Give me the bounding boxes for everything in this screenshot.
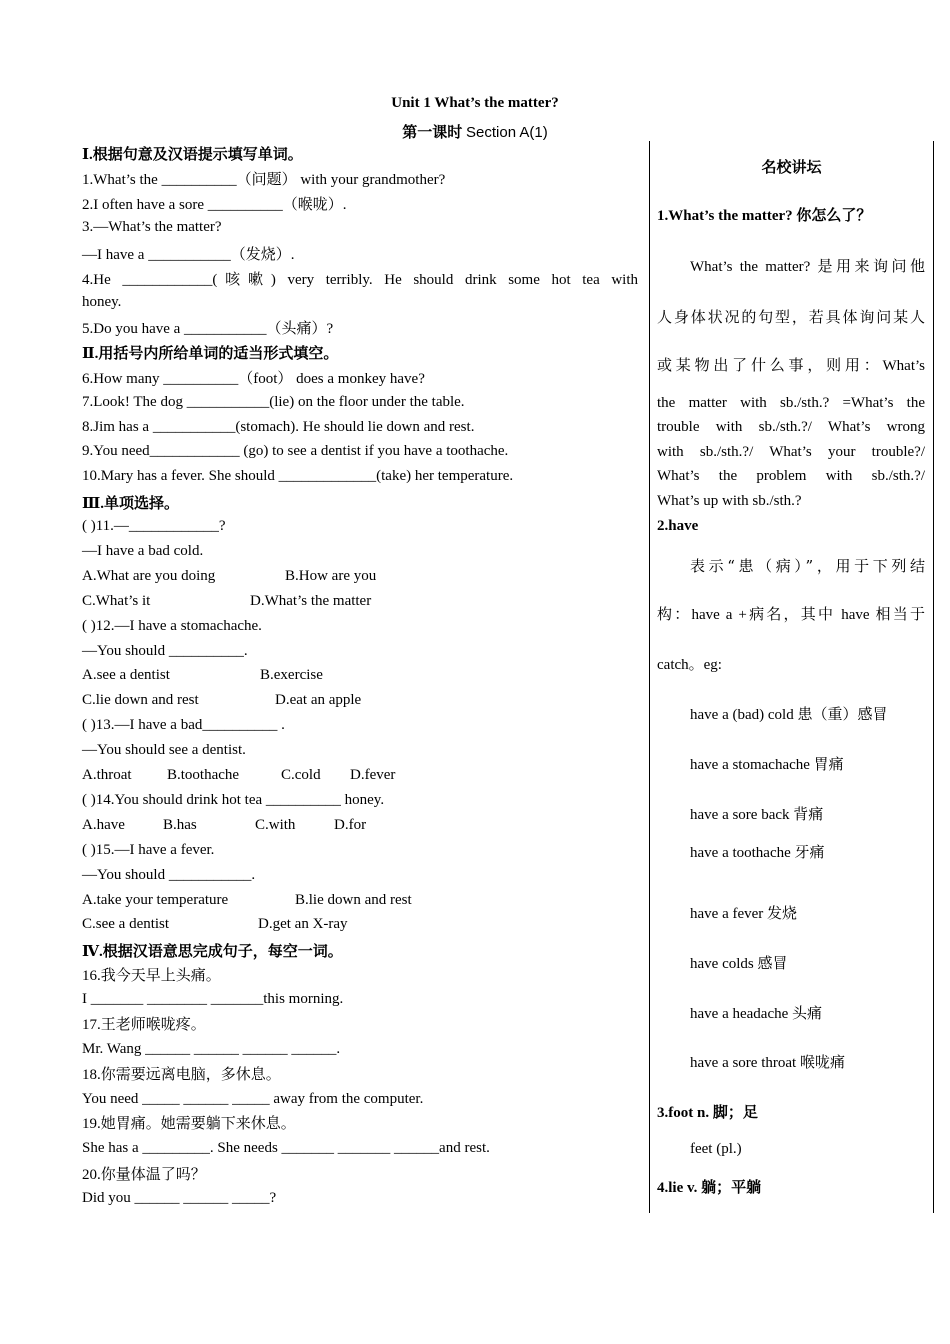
question-16-english: I _______ ________ _______this morning. xyxy=(82,991,344,1007)
question-11-option-a: A.What are you doing xyxy=(82,568,216,584)
note-1-line-3: 或某物出了什么事，则用：What’s xyxy=(657,358,925,374)
question-4-cont: honey. xyxy=(82,294,122,310)
example-3: have a sore back 背痛 xyxy=(690,807,824,823)
example-4: have a toothache 牙痛 xyxy=(690,845,825,861)
question-14-option-b: B.has xyxy=(163,817,197,833)
question-14-option-a: A.have xyxy=(82,817,125,833)
note-2-line-2: 构：have a +病名，其中 have 相当于 xyxy=(657,607,925,623)
note-3-heading: 3.foot n. 脚；足 xyxy=(657,1105,758,1121)
question-20-english: Did you ______ ______ _____? xyxy=(82,1190,277,1206)
note-1-line-4: the matter with sb./sth.? =What’s the xyxy=(657,395,925,411)
question-19-chinese: 19.她胃痛。她需要躺下来休息。 xyxy=(82,1116,296,1132)
column-divider-right xyxy=(933,141,934,1213)
question-11: ( )11.—____________? xyxy=(82,518,226,534)
question-15-option-a: A.take your temperature xyxy=(82,892,229,908)
question-13-option-c: C.cold xyxy=(281,767,321,783)
subtitle-lesson: 第一课时 xyxy=(402,125,463,141)
question-11-option-d: D.What’s the matter xyxy=(250,593,372,609)
note-2-line-3: catch。eg: xyxy=(657,657,722,673)
section-1-heading: Ⅰ.根据句意及汉语提示填写单词。 xyxy=(82,147,303,163)
question-5: 5.Do you have a ___________（头痛）? xyxy=(82,321,334,337)
question-8: 8.Jim has a ___________(stomach). He should lie down and rest. xyxy=(82,419,475,435)
question-18-english: You need _____ ______ _____ away from the computer. xyxy=(82,1091,424,1107)
question-3-prompt: 3.—What’s the matter? xyxy=(82,219,222,235)
question-2: 2.I often have a sore __________（喉咙）. xyxy=(82,197,347,213)
example-8: have a sore throat 喉咙痛 xyxy=(690,1055,845,1071)
question-12-option-b: B.exercise xyxy=(260,667,323,683)
note-4-heading: 4.lie v. 躺；平躺 xyxy=(657,1180,762,1196)
question-15-option-d: D.get an X-ray xyxy=(258,916,348,932)
question-11-option-b: B.How are you xyxy=(285,568,377,584)
question-6: 6.How many __________（foot） does a monkey have? xyxy=(82,371,425,387)
question-14-option-d: D.for xyxy=(334,817,367,833)
note-1-heading: 1.What’s the matter? 你怎么了？ xyxy=(657,208,872,224)
question-13-reply: —You should see a dentist. xyxy=(82,742,246,758)
page-title: Unit 1 What’s the matter? xyxy=(391,95,559,111)
question-13: ( )13.—I have a bad__________ . xyxy=(82,717,285,733)
question-11-reply: —I have a bad cold. xyxy=(82,543,204,559)
note-1-line-8: What’s up with sb./sth.? xyxy=(657,493,802,509)
page-subtitle xyxy=(0,121,950,142)
question-9: 9.You need____________ (go) to see a dentist if you have a toothache. xyxy=(82,443,509,459)
note-1-line-1: What’s the matter? 是用来询问他 xyxy=(690,259,925,275)
section-2-heading: Ⅱ.用括号内所给单词的适当形式填空。 xyxy=(82,346,339,362)
question-13-option-b: B.toothache xyxy=(167,767,240,783)
question-17-chinese: 17.王老师喉咙疼。 xyxy=(82,1017,206,1033)
example-2: have a stomachache 胃痛 xyxy=(690,757,844,773)
section-3-heading: Ⅲ.单项选择。 xyxy=(82,496,180,512)
question-14-option-c: C.with xyxy=(255,817,296,833)
note-1-line-6: with sb./sth.?/ What’s your trouble?/ xyxy=(657,444,925,460)
question-13-option-a: A.throat xyxy=(82,767,132,783)
example-7: have a headache 头痛 xyxy=(690,1006,823,1022)
question-13-option-d: D.fever xyxy=(350,767,396,783)
question-18-chinese: 18.你需要远离电脑，多休息。 xyxy=(82,1067,281,1083)
question-19-english: She has a _________. She needs _______ _______ ______and rest. xyxy=(82,1140,490,1156)
note-2-heading: 2.have xyxy=(657,518,699,534)
question-12-reply: —You should __________. xyxy=(82,643,248,659)
question-1: 1.What’s the __________（问题） with your grandmother? xyxy=(82,172,446,188)
question-15: ( )15.—I have a fever. xyxy=(82,842,215,858)
subtitle-section: Section A(1) xyxy=(466,124,548,141)
notes-heading: 名校讲坛 xyxy=(761,158,822,176)
question-12-option-a: A.see a dentist xyxy=(82,667,170,683)
question-11-option-c: C.What’s it xyxy=(82,593,151,609)
question-17-english: Mr. Wang ______ ______ ______ ______. xyxy=(82,1041,341,1057)
question-15-option-b: B.lie down and rest xyxy=(295,892,412,908)
example-1: have a (bad) cold 患（重）感冒 xyxy=(690,707,888,723)
section-4-heading: Ⅳ.根据汉语意思完成句子，每空一词。 xyxy=(82,944,343,960)
question-7: 7.Look! The dog ___________(lie) on the floor under the table. xyxy=(82,394,465,410)
question-12-option-d: D.eat an apple xyxy=(275,692,362,708)
question-4: 4.He ____________(咳嗽) very terribly. He should drink some hot tea with xyxy=(82,272,638,288)
question-20-chinese: 20.你量体温了吗？ xyxy=(82,1167,206,1183)
question-15-option-c: C.see a dentist xyxy=(82,916,170,932)
note-3-line-1: feet (pl.) xyxy=(690,1141,742,1157)
example-5: have a fever 发烧 xyxy=(690,906,798,922)
question-16-chinese: 16.我今天早上头痛。 xyxy=(82,968,221,984)
column-divider-left xyxy=(649,141,650,1213)
question-12-option-c: C.lie down and rest xyxy=(82,692,199,708)
question-3-answer: —I have a ___________（发烧）. xyxy=(82,247,295,263)
question-10: 10.Mary has a fever. She should _____________(take) her temperature. xyxy=(82,468,514,484)
question-15-reply: —You should ___________. xyxy=(82,867,256,883)
note-2-line-1: 表示“患（病）”，用于下列结 xyxy=(690,557,925,575)
question-12: ( )12.—I have a stomachache. xyxy=(82,618,262,634)
example-6: have colds 感冒 xyxy=(690,956,788,972)
note-1-line-7: What’s the problem with sb./sth.?/ xyxy=(657,468,925,484)
note-1-line-5: trouble with sb./sth.?/ What’s wrong xyxy=(657,419,925,435)
note-1-line-2: 人身体状况的句型，若具体询问某人 xyxy=(657,308,925,326)
question-14: ( )14.You should drink hot tea __________ honey. xyxy=(82,792,385,808)
